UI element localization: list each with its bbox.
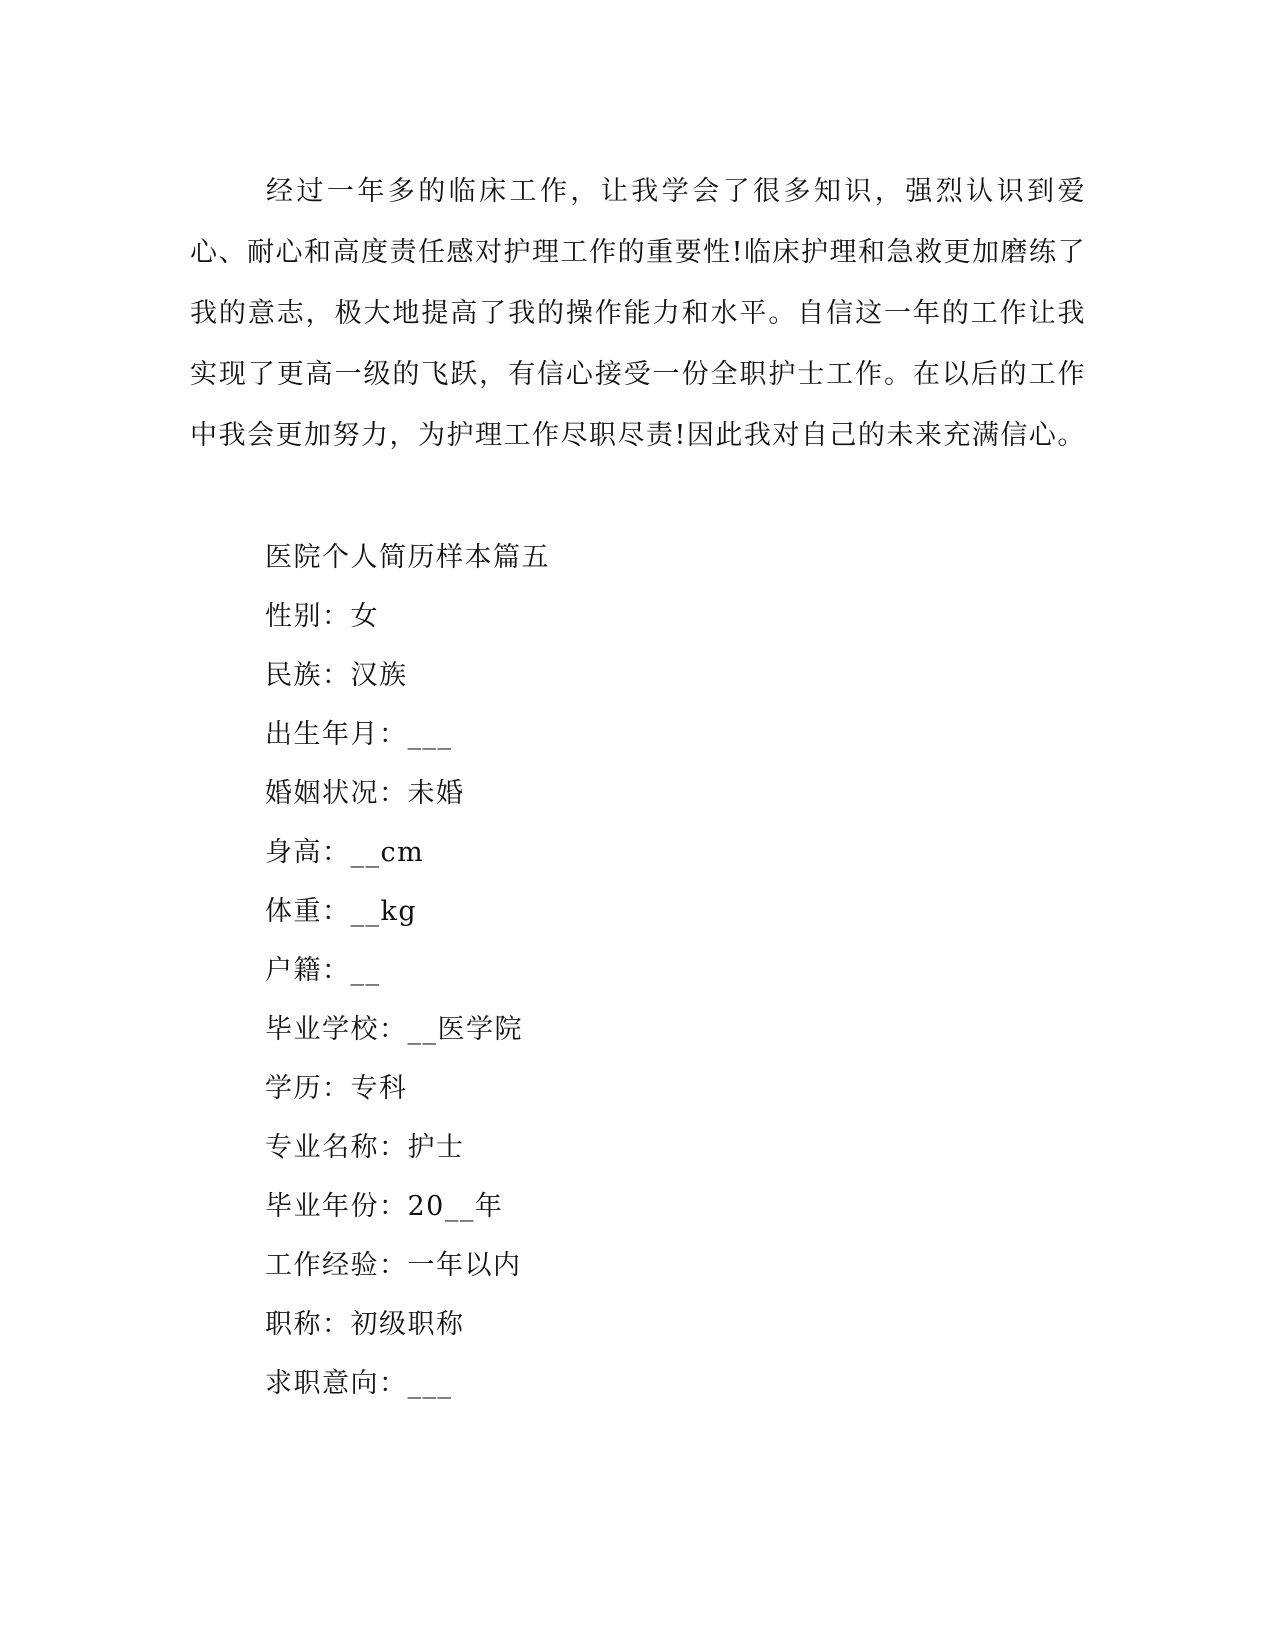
field-weight: 体重：__kg xyxy=(265,896,418,927)
field-education: 学历：专科 xyxy=(265,1073,408,1104)
body-paragraph: 经过一年多的临床工作，让我学会了很多知识，强烈认识到爱心、耐心和高度责任感对护理工作的重要性!临床护理和急救更加磨练了我的意志，极大地提高了我的操作能力和水平。自信这一年的工作让我实现了更高一级的飞跃，有信心接受一份全职护士工作。在以后的工作中我会更加努力，为护理工作尽职尽责!因此我对自己的未来充满信心。 xyxy=(190,176,1086,451)
field-height: 身高：__cm xyxy=(265,837,425,868)
field-school: 毕业学校：__医学院 xyxy=(265,1014,523,1045)
field-graduation-year: 毕业年份：20__年 xyxy=(265,1191,504,1222)
field-title: 职称：初级职称 xyxy=(265,1309,465,1340)
field-gender: 性别：女 xyxy=(265,601,379,632)
field-marital-status: 婚姻状况：未婚 xyxy=(265,778,465,809)
field-major: 专业名称：护士 xyxy=(265,1132,465,1163)
field-job-intention: 求职意向：___ xyxy=(265,1368,453,1399)
field-birth-date: 出生年月：___ xyxy=(265,719,453,750)
section-title: 医院个人简历样本篇五 xyxy=(265,542,550,573)
field-work-experience: 工作经验：一年以内 xyxy=(265,1250,522,1281)
field-ethnicity: 民族：汉族 xyxy=(265,660,408,691)
field-household-registration: 户籍：__ xyxy=(265,955,381,986)
